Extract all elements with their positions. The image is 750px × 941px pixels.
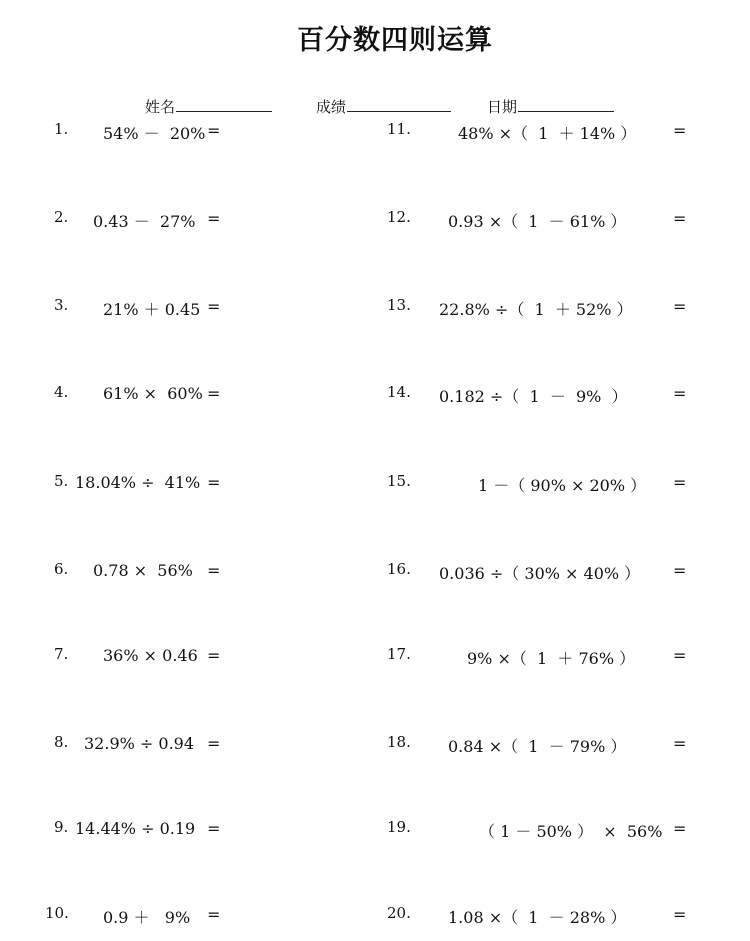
problem-number: 9.: [54, 818, 69, 836]
problem-row: [0, 560, 750, 582]
equals-sign: =: [673, 819, 687, 838]
equals-sign: =: [207, 646, 221, 665]
problem-expression: 36% × 0.46: [103, 646, 198, 665]
problem-number: 7.: [54, 645, 69, 663]
equals-sign: =: [207, 819, 221, 838]
problem-expression: 0.036 ÷（ 30% × 40% ）: [439, 564, 641, 583]
equals-sign: =: [207, 384, 221, 403]
equals-sign: =: [207, 121, 221, 140]
problem-row: [0, 645, 750, 667]
problem-expression: 1 －（ 90% × 20% ）: [478, 476, 647, 495]
problem-row: [0, 296, 750, 318]
problem-row: [0, 818, 750, 840]
equals-sign: =: [207, 905, 221, 924]
score-label: 成绩: [316, 98, 347, 116]
problem-row: [0, 472, 750, 494]
problem-number: 2.: [54, 208, 69, 226]
equals-sign: =: [673, 384, 687, 403]
equals-sign: =: [673, 473, 687, 492]
date-field: [487, 96, 614, 117]
problem-number: 10.: [45, 904, 69, 922]
score-field: [316, 96, 451, 117]
name-label: 姓名: [145, 98, 176, 116]
problem-expression: 54% － 20%: [103, 124, 206, 143]
problem-row: [0, 904, 750, 926]
problem-number: 18.: [387, 733, 411, 751]
problem-row: [0, 733, 750, 755]
name-blank[interactable]: [176, 96, 272, 112]
worksheet-title: 百分数四则运算: [297, 25, 493, 56]
date-blank[interactable]: [518, 96, 614, 112]
equals-sign: =: [673, 209, 687, 228]
problem-number: 17.: [387, 645, 411, 663]
problem-number: 12.: [387, 208, 411, 226]
problem-expression: 48% ×（ 1 ＋ 14% ）: [458, 124, 637, 143]
equals-sign: =: [673, 646, 687, 665]
date-label: 日期: [487, 98, 518, 116]
problem-number: 5.: [54, 472, 69, 490]
problem-expression: 18.04% ÷ 41%: [75, 473, 201, 492]
problem-expression: 21% ＋ 0.45: [103, 300, 201, 319]
equals-sign: =: [207, 209, 221, 228]
problem-expression: 32.9% ÷ 0.94: [84, 734, 195, 753]
equals-sign: =: [673, 121, 687, 140]
equals-sign: =: [207, 297, 221, 316]
problem-expression: 0.93 ×（ 1 － 61% ）: [448, 212, 627, 231]
equals-sign: =: [207, 473, 221, 492]
equals-sign: =: [207, 561, 221, 580]
problem-expression: 0.182 ÷（ 1 － 9% ）: [439, 387, 628, 406]
problem-number: 8.: [54, 733, 69, 751]
problem-expression: 1.08 ×（ 1 － 28% ）: [448, 908, 627, 927]
score-blank[interactable]: [347, 96, 451, 112]
name-field: [145, 96, 272, 117]
problem-expression: 0.9 ＋ 9%: [103, 908, 191, 927]
problem-number: 15.: [387, 472, 411, 490]
problem-number: 4.: [54, 383, 69, 401]
problem-number: 14.: [387, 383, 411, 401]
student-info-row: [0, 96, 750, 116]
equals-sign: =: [673, 734, 687, 753]
problem-number: 20.: [387, 904, 411, 922]
equals-sign: =: [673, 297, 687, 316]
problem-number: 6.: [54, 560, 69, 578]
problem-number: 19.: [387, 818, 411, 836]
problem-row: [0, 208, 750, 230]
problem-expression: 14.44% ÷ 0.19: [75, 819, 196, 838]
problem-number: 11.: [387, 120, 411, 138]
problem-expression: （ 1 － 50% ） × 56%: [479, 822, 663, 841]
problem-expression: 9% ×（ 1 ＋ 76% ）: [467, 649, 636, 668]
problem-expression: 22.8% ÷（ 1 ＋ 52% ）: [439, 300, 633, 319]
equals-sign: =: [207, 734, 221, 753]
problem-expression: 0.43 － 27%: [93, 212, 196, 231]
problem-expression: 61% × 60%: [103, 384, 203, 403]
problem-row: [0, 383, 750, 405]
problem-number: 1.: [54, 120, 69, 138]
problem-expression: 0.84 ×（ 1 － 79% ）: [448, 737, 627, 756]
equals-sign: =: [673, 561, 687, 580]
problem-number: 13.: [387, 296, 411, 314]
problem-row: [0, 120, 750, 142]
problem-number: 16.: [387, 560, 411, 578]
equals-sign: =: [673, 905, 687, 924]
problem-expression: 0.78 × 56%: [93, 561, 193, 580]
problem-number: 3.: [54, 296, 69, 314]
